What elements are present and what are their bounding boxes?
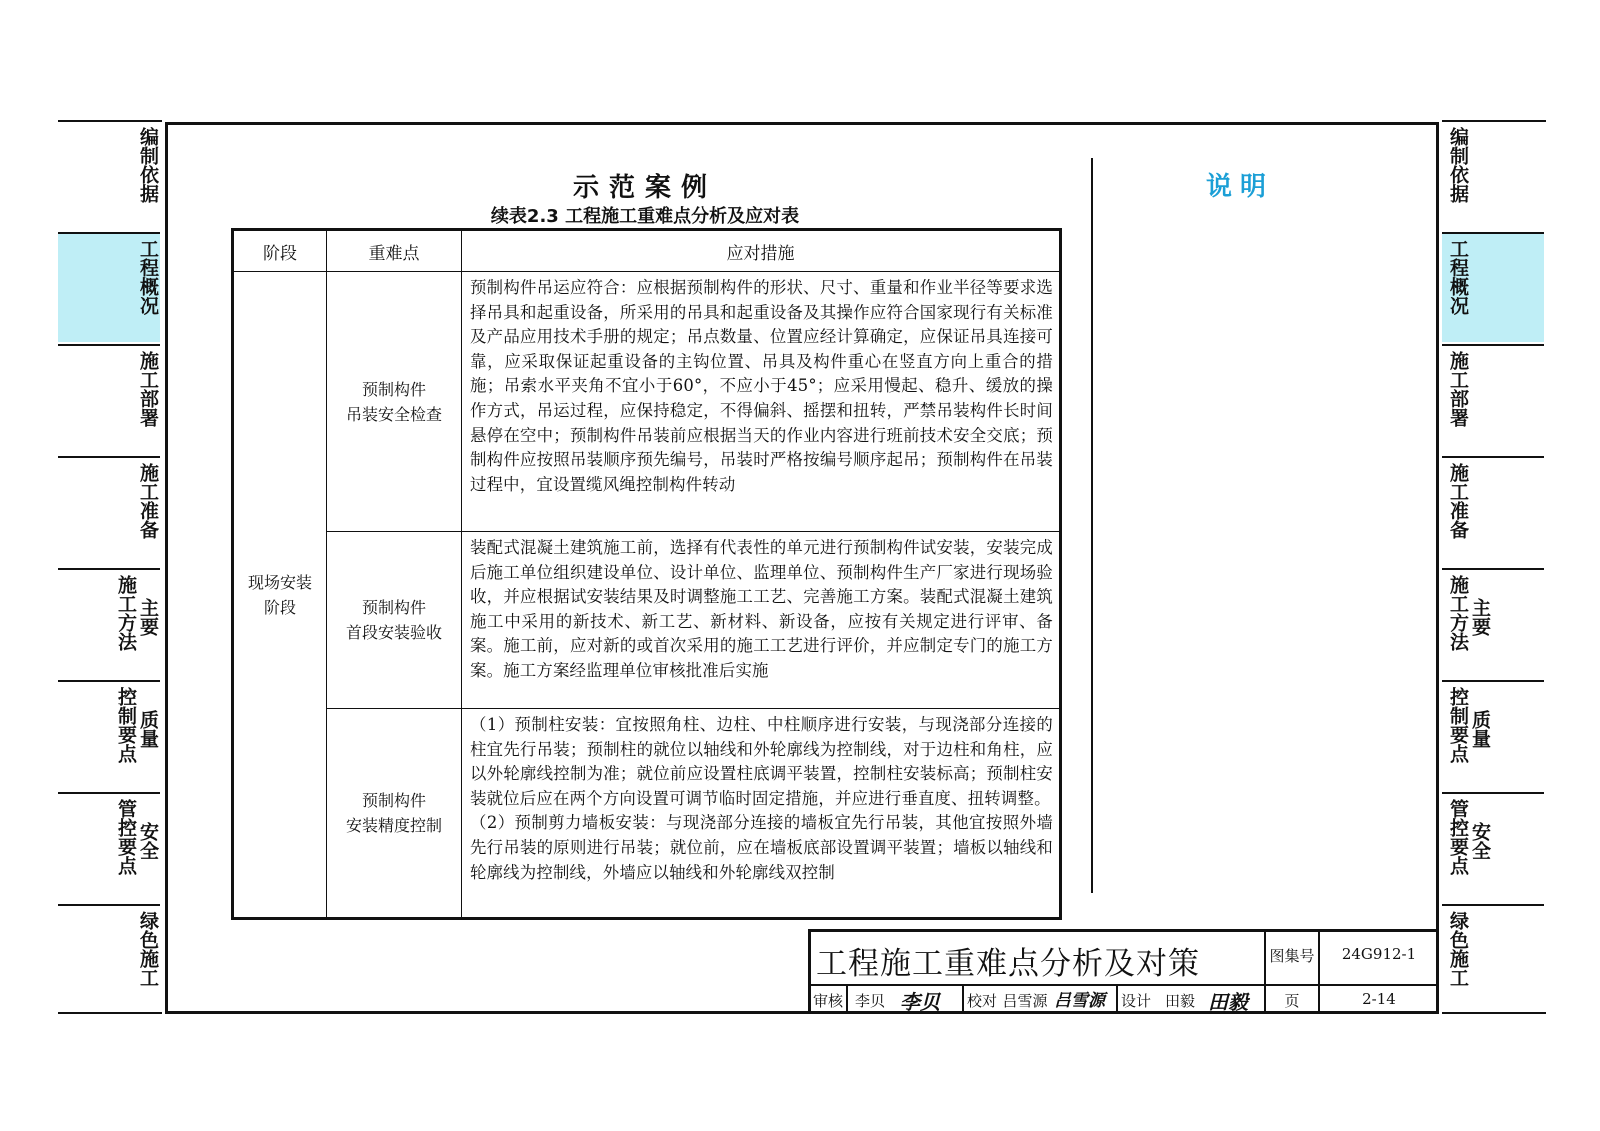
right-tab-overview-label: 工程概况	[1447, 239, 1469, 315]
left-tab-safety-label-b: 管控要点	[115, 799, 137, 875]
right-tab-methods[interactable]	[1442, 568, 1544, 678]
left-tab-green-label: 绿色施工	[137, 911, 159, 987]
designer-signature: 田毅	[1208, 990, 1248, 1014]
left-tab-safety-label-a: 安全	[137, 822, 159, 860]
design-label: 设计	[1120, 992, 1151, 1010]
left-tab-overview[interactable]	[58, 232, 160, 342]
left-tab-quality-label-b: 控制要点	[115, 687, 137, 763]
designer-name: 田毅	[1164, 992, 1195, 1010]
key-point-cell	[327, 272, 462, 532]
stage-line-1: 现场安装	[247, 572, 312, 592]
left-tab-safety[interactable]	[58, 792, 160, 902]
explanation-heading: 说明	[1205, 172, 1274, 202]
measure-cell	[462, 709, 1061, 919]
stage-cell	[233, 272, 327, 919]
checker-name: 吕雪源	[1002, 992, 1048, 1010]
right-tab-safety-label-a: 安全	[1469, 822, 1491, 860]
table-row	[233, 532, 1061, 709]
right-tab-basis[interactable]	[1442, 120, 1544, 230]
table-header-row	[233, 230, 1061, 272]
review-label: 审核	[812, 992, 843, 1010]
left-tab-methods-label-b: 施工方法	[115, 575, 137, 651]
measure-paragraph-2: （2）预制剪力墙板安装：与现浇部分连接的墙板宜先行吊装，其他宜按照外墙先行吊装的原则进行吊装；就位前，应在墙板底部设置调平装置；墙板以轴线和轮廓线为控制线，外墙应以轴线和外轮廓线双控制	[470, 813, 1053, 882]
page-title: 示范案例	[572, 173, 717, 203]
checker-signature: 吕雪源	[1054, 991, 1105, 1011]
right-tab-deployment-label: 施工部署	[1447, 351, 1469, 427]
right-tab-overview[interactable]	[1442, 232, 1544, 342]
reviewer-name: 李贝	[854, 992, 885, 1010]
left-tab-deployment[interactable]	[58, 344, 160, 454]
check-label: 校对	[966, 992, 997, 1010]
stage-line-2: 阶段	[263, 597, 296, 617]
right-tab-preparation[interactable]	[1442, 456, 1544, 566]
right-tab-quality-label-a: 质量	[1469, 710, 1491, 748]
right-tab-quality[interactable]	[1442, 680, 1544, 790]
header-measures: 应对措施	[462, 230, 1061, 272]
table-subtitle: 续表2.3 工程施工重难点分析及应对表	[490, 206, 800, 227]
key-point-cell	[327, 532, 462, 709]
page-label: 页	[1284, 992, 1300, 1010]
drawing-title: 工程施工重难点分析及对策	[816, 946, 1200, 982]
key-point-line-2: 吊装安全检查	[345, 404, 442, 424]
right-tab-deployment[interactable]	[1442, 344, 1544, 454]
right-tab-quality-label-b: 控制要点	[1447, 687, 1469, 763]
key-point-line-2: 安装精度控制	[345, 816, 442, 835]
left-tab-quality-label-a: 质量	[137, 710, 159, 748]
atlas-number: 24G912-1	[1341, 945, 1417, 963]
key-point-line-1: 预制构件	[361, 379, 426, 399]
left-tab-quality[interactable]	[58, 680, 160, 790]
left-tab-basis[interactable]	[58, 120, 160, 230]
left-tab-preparation[interactable]	[58, 456, 160, 566]
key-point-line-1: 预制构件	[361, 598, 426, 617]
header-key-point: 重难点	[327, 230, 462, 272]
left-tab-green[interactable]	[58, 904, 160, 1014]
page-number: 2-14	[1362, 990, 1396, 1008]
measure-cell: 装配式混凝土建筑施工前，选择有代表性的单元进行预制构件试安装，安装完成后施工单位组织建设单位、设计单位、监理单位、预制构件生产厂家进行现场验收，并应根据试安装结果及时调整施工工艺、完善施工方案。装配式混凝土建筑施工中采用的新技术、新工艺、新材料、新设备，应按有关规定进行评审、备案。施工前，应对新的或首次采用的施工工艺进行评价，并应制定专门的施工方案。施工方案经监理单位审核批准后实施	[462, 532, 1061, 709]
column-divider	[1091, 158, 1093, 893]
difficulty-table	[231, 228, 1062, 920]
right-tab-green-label: 绿色施工	[1447, 911, 1469, 987]
left-tab-deployment-label: 施工部署	[137, 351, 159, 427]
left-tab-methods-label-a: 主要	[137, 598, 159, 636]
right-tab-safety-label-b: 管控要点	[1447, 799, 1469, 875]
key-point-cell	[327, 709, 462, 919]
right-tab-methods-label-b: 施工方法	[1447, 575, 1469, 651]
key-point-line-1: 预制构件	[361, 791, 426, 810]
left-tab-preparation-label: 施工准备	[137, 463, 159, 539]
table-row	[233, 272, 1061, 532]
right-tab-safety[interactable]	[1442, 792, 1544, 902]
right-tab-preparation-label: 施工准备	[1447, 463, 1469, 539]
left-tab-methods[interactable]	[58, 568, 160, 678]
right-tab-basis-label: 编制依据	[1447, 127, 1469, 203]
measure-cell: 预制构件吊运应符合：应根据预制构件的形状、尺寸、重量和作业半径等要求选择吊具和起重设备，所采用的吊具和起重设备及其操作应符合国家现行有关标准及产品应用技术手册的规定；吊点数量、位置应经计算确定，应保证吊具连接可靠，应采取保证起重设备的主钩位置、吊具及构件重心在竖直方向上重合的措施；吊索水平夹角不宜小于60°，不应小于45°；应采用慢起、稳升、缓放的操作方式，吊运过程，应保持稳定，不得偏斜、摇摆和扭转，严禁吊装构件长时间悬停在空中；预制构件吊装前应根据当天的作业内容进行班前技术安全交底；预制构件应按照吊装顺序预先编号，吊装时严格按编号顺序起吊；预制构件在吊装过程中，宜设置缆风绳控制构件转动	[462, 272, 1061, 532]
left-tab-basis-label: 编制依据	[137, 127, 159, 203]
right-tab-green[interactable]	[1442, 904, 1544, 1014]
key-point-line-2: 首段安装验收	[345, 623, 442, 642]
measure-paragraph-1: （1）预制柱安装：宜按照角柱、边柱、中柱顺序进行安装，与现浇部分连接的柱宜先行吊装；预制柱的就位以轴线和外轮廓线为控制线，对于边柱和角柱，应以外轮廓线控制为准；就位前应设置柱底调平装置，控制柱安装标高；预制柱安装就位后应在两个方向设置可调节临时固定措施，并应进行垂直度、扭转调整。	[470, 715, 1053, 808]
header-stage: 阶段	[233, 230, 327, 272]
atlas-label: 图集号	[1269, 947, 1315, 965]
right-tab-methods-label-a: 主要	[1469, 598, 1491, 636]
reviewer-signature: 李贝	[900, 990, 940, 1014]
table-row	[233, 709, 1061, 919]
left-tab-overview-label: 工程概况	[137, 239, 159, 315]
